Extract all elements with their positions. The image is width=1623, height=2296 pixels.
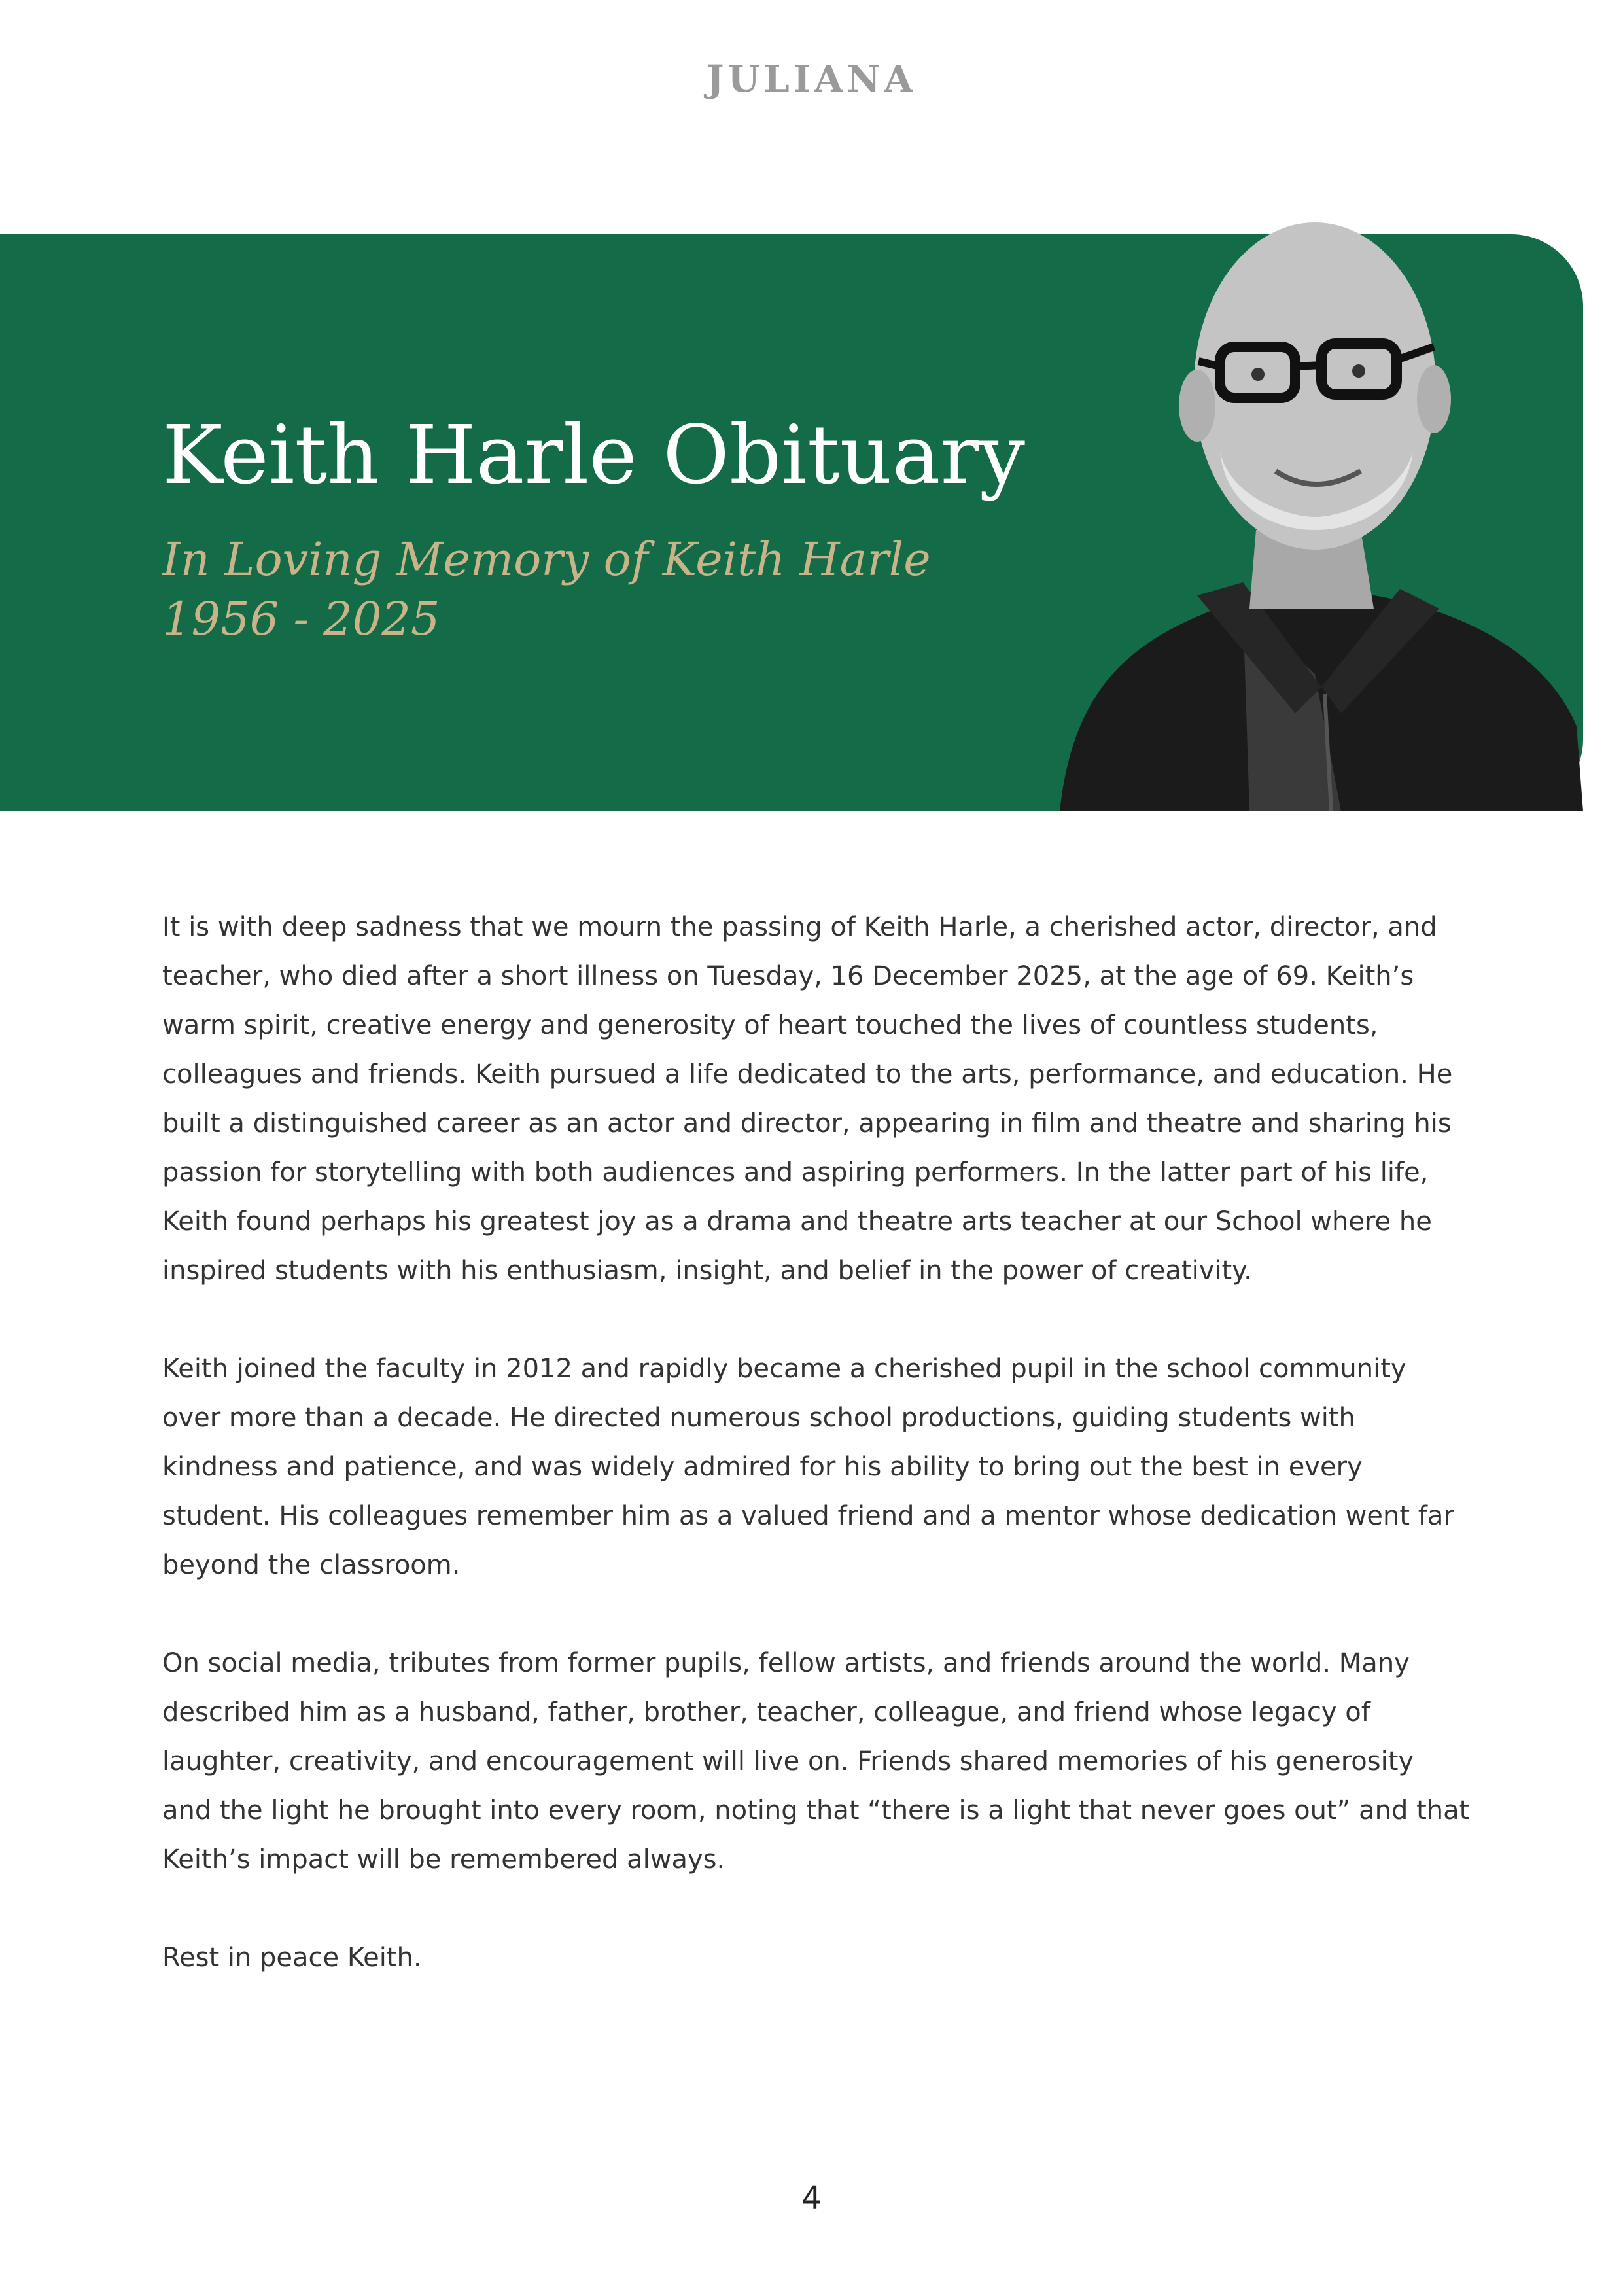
- paragraph-intro: It is with deep sadness that we mourn the passing of Keith Harle, a cherished actor, director, and teacher, who died after a short illness on Tuesday, 16 December 2025, at the age of 69. Keith’s warm spirit, creative energy and generosity of heart touched the lives of countless students, colleagues and friends. Keith pursued a life dedicated to the arts, performance, and education. He built a distinguished career as an actor and director, appearing in film and theatre and sharing his passion for storytelling with both audiences and aspiring performers. In the latter part of his life, Keith found perhaps his greatest joy as a drama and theatre arts teacher at our School where he inspired students with his enthusiasm, insight, and belief in the power of creativity.: [162, 912, 1453, 1286]
- paragraph-faculty: Keith joined the faculty in 2012 and rapidly became a cherished pupil in the school community over more than a decade. He directed numerous school productions, guiding students with kindness and patience, and was widely admired for his ability to bring out the best in every student. His colleagues remember him as a valued friend and a mentor whose dedication went far beyond the classroom.: [162, 1354, 1454, 1580]
- paragraph-closing: Rest in peace Keith.: [162, 1943, 422, 1973]
- portrait-photo: [1034, 190, 1583, 811]
- subtitle-years: 1956 - 2025: [162, 592, 440, 646]
- page-title: Keith Harle Obituary: [162, 408, 1025, 503]
- subtitle-memory-line: In Loving Memory of Keith Harle: [162, 533, 931, 586]
- obituary-body: [162, 903, 1471, 2032]
- paragraph-tributes: On social media, tributes from former pupils, fellow artists, and friends around the world. Many described him as a husband, father, brother, teacher, colleague, and friend whose legacy of laughter, creativity, and encouragement will live on. Friends shared memories of his generosity and the light he brought into every room, noting that “there is a light that never goes out” and that Keith’s impact will be remembered always.: [162, 1648, 1470, 1875]
- brand-logo: JULIANA: [707, 58, 916, 101]
- page-number: 4: [801, 2180, 822, 2217]
- subtitle: [162, 530, 931, 649]
